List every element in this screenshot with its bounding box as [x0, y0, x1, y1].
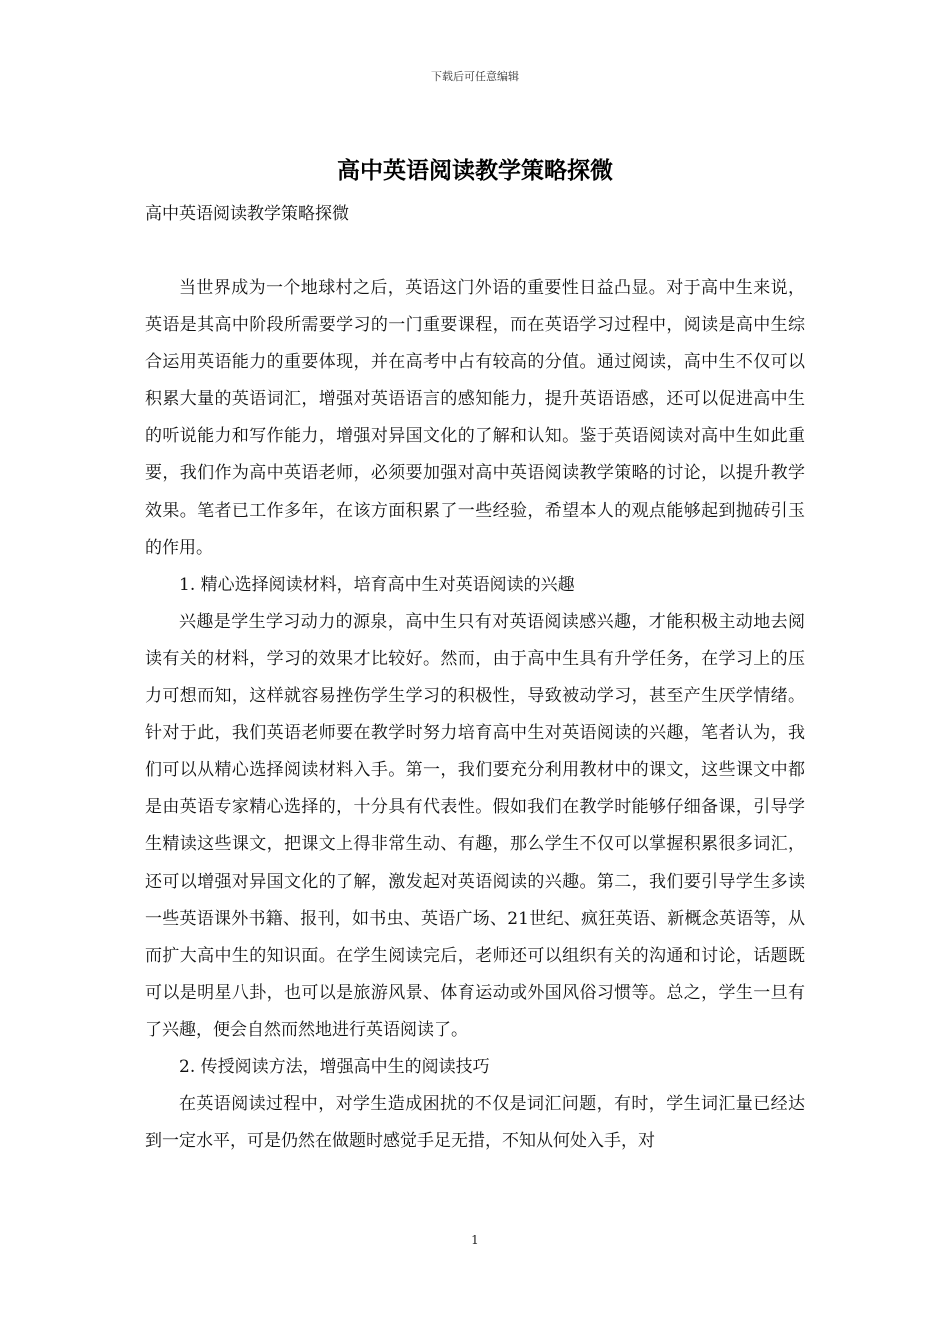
paragraph-section-1: 兴趣是学生学习动力的源泉，高中生只有对英语阅读感兴趣，才能积极主动地去阅读有关的材料，学习的效果才比较好。然而，由于高中生具有升学任务，在学习上的压力可想而知，这样就容易挫伤学生学习的积极性，导致被动学习，甚至产生厌学情绪。针对于此，我们英语老师要在教学时努力培育高中生对英语阅读的兴趣，笔者认为，我们可以从精心选择阅读材料入手。第一，我们要充分利用教材中的课文，这些课文中都是由英语专家精心选择的，十分具有代表性。假如我们在教学时能够仔细备课，引导学生精读这些课文，把课文上得非常生动、有趣，那么学生不仅可以掌握积累很多词汇，还可以增强对异国文化的了解，激发起对英语阅读的兴趣。第二，我们要引导学生多读一些英语课外书籍、报刊，如书虫、英语广场、21世纪、疯狂英语、新概念英语等，从而扩大高中生的知识面。在学生阅读完后，老师还可以组织有关的沟通和讨论，话题既可以是明星八卦，也可以是旅游风景、体育运动或外国风俗习惯等。总之，学生一旦有了兴趣，便会自然而然地进行英语阅读了。 — [145, 611, 805, 1040]
document-subtitle: 高中英语阅读教学策略探微 — [145, 204, 349, 224]
paragraph-section-2: 在英语阅读过程中，对学生造成困扰的不仅是词汇问题，有时，学生词汇量已经达到一定水平，可是仍然在做题时感觉手足无措，不知从何处入手，对 — [145, 1094, 805, 1152]
section-heading-1: 1. 精心选择阅读材料，培育高中生对英语阅读的兴趣 — [179, 574, 575, 595]
paragraph-intro: 当世界成为一个地球村之后，英语这门外语的重要性日益凸显。对于高中生来说，英语是其高中阶段所需要学习的一门重要课程，而在英语学习过程中，阅读是高中生综合运用英语能力的重要体现，并在高考中占有较高的分值。通过阅读，高中生不仅可以积累大量的英语词汇，增强对英语语言的感知能力，提升英语语感，还可以促进高中生的听说能力和写作能力，增强对异国文化的了解和认知。鉴于英语阅读对高中生如此重要，我们作为高中英语老师，必须要加强对高中英语阅读教学策略的讨论，以提升教学效果。笔者已工作多年，在该方面积累了一些经验，希望本人的观点能够起到抛砖引玉的作用。 — [145, 278, 805, 558]
document-body — [145, 270, 805, 1160]
document-title: 高中英语阅读教学策略探微 — [337, 157, 613, 184]
page-number: 1 — [471, 1233, 479, 1247]
header-note: 下载后可任意编辑 — [431, 70, 519, 83]
section-heading-2: 2. 传授阅读方法，增强高中生的阅读技巧 — [179, 1056, 490, 1077]
